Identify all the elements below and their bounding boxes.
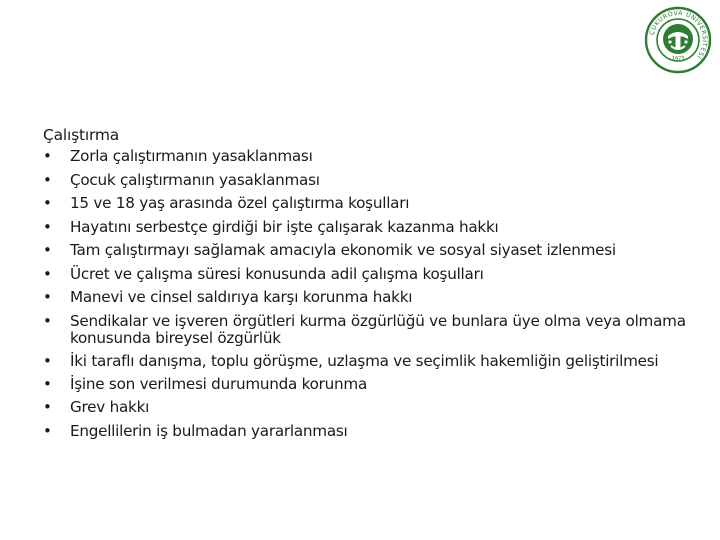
list-item: [43, 374, 710, 396]
list-item: [43, 170, 710, 192]
list-item-text: İşine son verilmesi durumunda korunma: [70, 374, 368, 393]
logo-year: 1973: [670, 55, 686, 63]
bullet-icon: •: [43, 170, 52, 189]
list-item: [43, 193, 710, 215]
bullet-icon: •: [43, 241, 52, 259]
list-item: [43, 264, 710, 286]
list-item-text: Engellilerin iş bulmadan yararlanması: [70, 421, 348, 440]
bullet-icon: •: [43, 288, 52, 306]
list-item-text: İki taraflı danışma, toplu görüşme, uzlaşma ve seçimlik hakemliğin geliştirilmesi: [70, 351, 659, 370]
list-item-text: Çocuk çalıştırmanın yasaklanması: [70, 170, 320, 189]
list-item: [43, 287, 710, 309]
svg-text:1973: [671, 55, 686, 62]
list-item-text: Manevi ve cinsel saldırıya karşı korunma hakkı: [70, 288, 413, 306]
list-item: [43, 146, 710, 168]
list-item: [43, 217, 710, 239]
university-logo: [644, 6, 712, 74]
logo-ring-text: ÇUKUROVA ÜNİVERSİTESİ: [648, 9, 709, 61]
list-item-text: Sendikalar ve işveren örgütleri kurma özgürlüğü ve bunlara üye olma veya olmama konusunda bireysel özgürlük: [70, 311, 686, 347]
bullet-icon: •: [43, 194, 52, 212]
bullet-list: [43, 146, 703, 442]
bullet-icon: •: [43, 311, 52, 330]
list-item-text: Zorla çalıştırmanın yasaklanması: [70, 147, 313, 165]
section-heading: Çalıştırma: [43, 126, 120, 144]
list-item: [43, 397, 710, 419]
bullet-icon: •: [43, 217, 52, 236]
list-item-text: Grev hakkı: [70, 398, 150, 416]
list-item-text: Ücret ve çalışma süresi konusunda adil çalışma koşulları: [70, 264, 484, 283]
bullet-icon: •: [43, 421, 52, 440]
bullet-icon: •: [43, 398, 52, 416]
list-item: [43, 351, 710, 372]
list-item-text: Hayatını serbestçe girdiği bir işte çalışarak kazanma hakkı: [70, 217, 499, 236]
list-item: [43, 240, 710, 262]
bullet-icon: •: [43, 351, 52, 370]
logo-emblem-icon: [663, 24, 693, 54]
content-body: [43, 124, 703, 444]
bullet-icon: •: [43, 147, 52, 165]
list-item-text: 15 ve 18 yaş arasında özel çalıştırma koşulları: [70, 194, 410, 212]
bullet-icon: •: [43, 374, 52, 393]
list-item: [43, 311, 710, 349]
bullet-icon: •: [43, 264, 52, 283]
list-item: [43, 421, 710, 443]
list-item-text: Tam çalıştırmayı sağlamak amacıyla ekonomik ve sosyal siyaset izlenmesi: [70, 241, 616, 259]
